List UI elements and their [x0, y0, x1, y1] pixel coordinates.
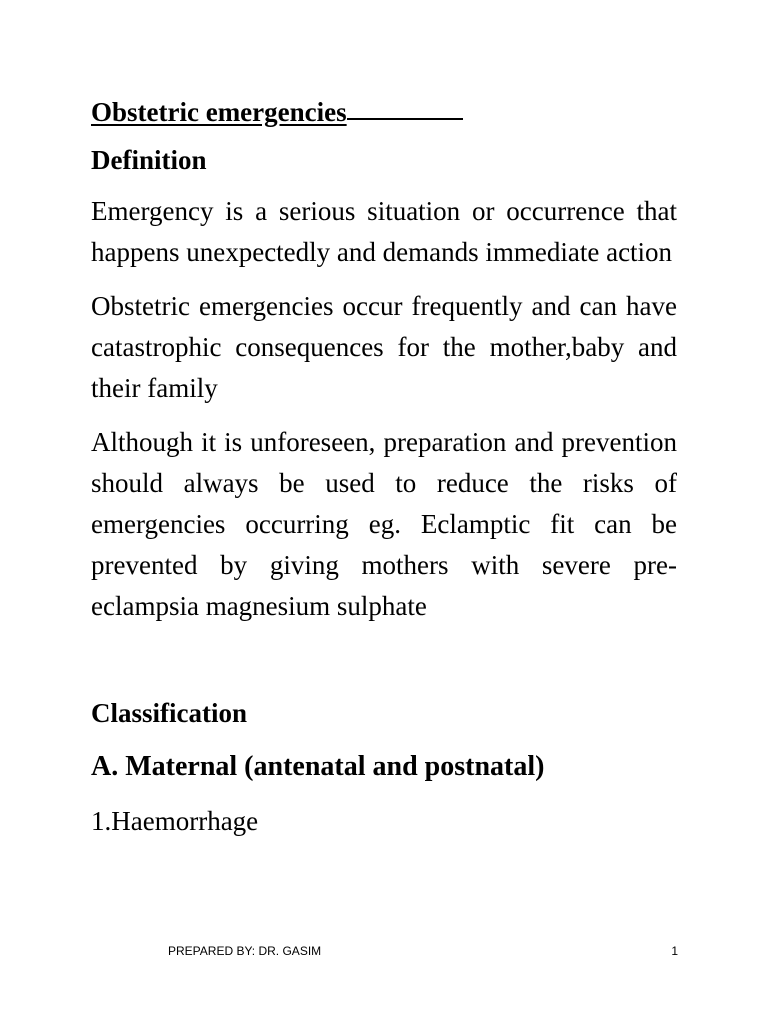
document-title	[91, 92, 677, 132]
paragraph-prevention: Although it is unforeseen, preparation and prevention should always be used to reduce the risks of emergencies occurring eg. Eclamptic fit can be prevented by giving mothers with severe pre-eclampsia magnesium sulphate	[91, 427, 677, 621]
paragraph-emergency-definition: Emergency is a serious situation or occurrence that happens unexpectedly and demands immediate action	[91, 196, 677, 267]
title-underline-rule	[347, 118, 463, 120]
paragraph-obstetric-emergencies: Obstetric emergencies occur frequently and can have catastrophic consequences for the mother,baby and their family	[91, 291, 677, 403]
classification-heading: Classification	[91, 698, 248, 728]
maternal-subheading: A. Maternal (antenatal and postnatal)	[91, 751, 545, 782]
definition-heading: Definition	[91, 145, 207, 175]
list-item-haemorrhage: 1.Haemorrhage	[91, 806, 259, 836]
footer-prepared-by: PREPARED BY: DR. GASIM	[168, 944, 322, 958]
footer-page-number: 1	[671, 944, 678, 958]
title-text: Obstetric emergencies	[91, 97, 347, 127]
page-footer	[168, 943, 678, 959]
document-page	[91, 92, 677, 842]
